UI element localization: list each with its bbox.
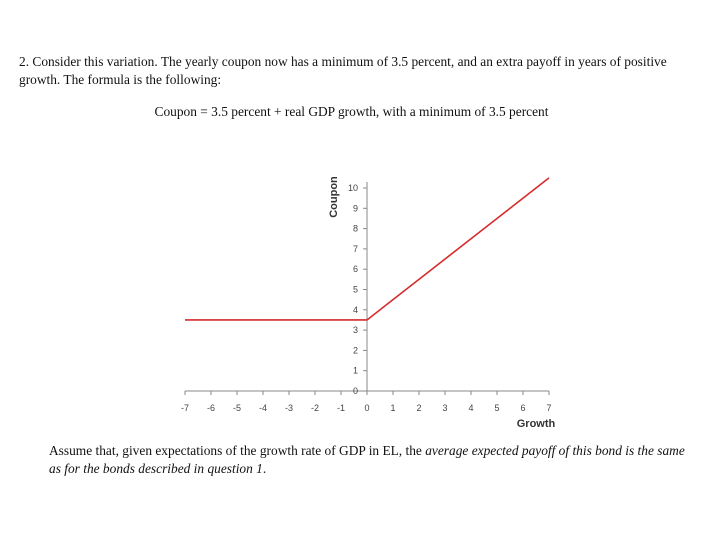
x-tick-label: -7: [180, 403, 190, 413]
y-tick-label: 4: [352, 304, 358, 315]
x-tick-label: 6: [520, 403, 526, 413]
y-tick-label: 6: [352, 264, 358, 275]
chart-axes: [185, 182, 549, 391]
x-tick-label: 4: [468, 403, 474, 413]
x-tick-label: -4: [258, 403, 268, 413]
x-tick-label: -1: [336, 403, 346, 413]
x-tick-label: 1: [390, 403, 396, 413]
x-tick-label: 5: [494, 403, 500, 413]
y-axis-ticks: [348, 183, 367, 396]
y-tick-label: 0: [352, 386, 358, 396]
x-axis-ticks: [181, 391, 552, 413]
coupon-formula: Coupon = 3.5 percent + real GDP growth, with a minimum of 3.5 percent: [154, 104, 549, 119]
x-tick-label: -6: [206, 403, 216, 413]
x-tick-label: 7: [546, 403, 552, 413]
x-tick-label: 0: [364, 403, 370, 413]
y-axis-label: Coupon: [328, 176, 340, 218]
assumption-note: [49, 442, 699, 478]
x-tick-label: -2: [310, 403, 320, 413]
x-tick-label: 2: [416, 403, 422, 413]
y-tick-label: 8: [352, 223, 358, 234]
y-tick-label: 3: [352, 325, 358, 336]
note-emphasis: average expected payoff of this bond is the same as for the bonds described in question 1: [49, 443, 685, 476]
y-tick-label: 2: [352, 345, 358, 356]
y-tick-label: 5: [352, 284, 358, 295]
note-start: Assume that, given expectations of the growth rate of GDP in EL, the: [49, 443, 426, 458]
y-tick-label: 1: [352, 365, 358, 376]
y-tick-label: 7: [352, 243, 358, 254]
question-intro: 2. Consider this variation. The yearly coupon now has a minimum of 3.5 percent, and an extra payoff in years of positive growth. The formula is the following:: [19, 54, 667, 87]
x-axis-label: Growth: [516, 418, 556, 430]
y-tick-label: 10: [347, 183, 358, 193]
x-tick-label: 3: [442, 403, 448, 413]
note-end: .: [262, 461, 267, 476]
y-tick-label: 9: [352, 203, 358, 214]
x-tick-label: -5: [232, 403, 242, 413]
x-tick-label: -3: [284, 403, 294, 413]
